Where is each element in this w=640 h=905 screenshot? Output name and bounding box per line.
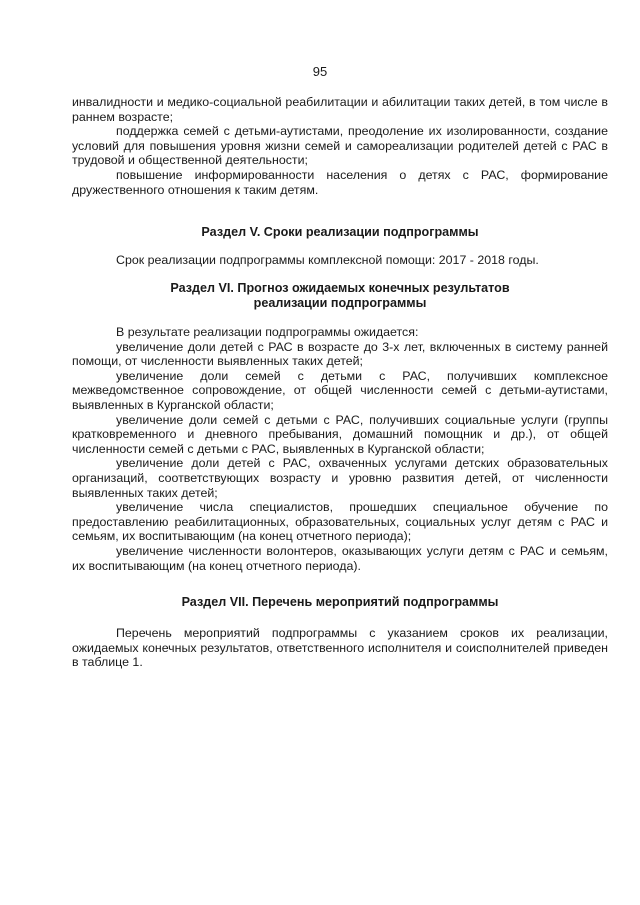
section-5-title: Раздел V. Сроки реализации подпрограммы (201, 225, 479, 239)
result-item: увеличение числа специалистов, прошедших специальное обучение по предоставлению реабилитационных, образовательных, социальных услуг детям с РАС и семьям, их воспитывающим (на конец отчетного периода); (72, 500, 608, 544)
section-5-text: Срок реализации подпрограммы комплексной помощи: 2017 - 2018 годы. (116, 253, 539, 267)
section-7-body (72, 626, 608, 670)
result-item: увеличение численности волонтеров, оказывающих услуги детям с РАС и семьям, их воспитывающим (на конец отчетного периода). (72, 543, 608, 573)
intro-paragraph-1: инвалидности и медико-социальной реабилитации и абилитации таких детей, в том числе в раннем возрасте; (72, 95, 608, 124)
intro-paragraph-2: поддержка семей с детьми-аутистами, преодоление их изолированности, создание условий для повышения уровня жизни семей и самореализации родителей детей с РАС в трудовой и общественной деятельности; (72, 124, 608, 168)
result-item: увеличение доли детей с РАС, охваченных услугами детских образовательных организаций, соответствующих возрасту и уровню развития детей, от численности выявленных таких детей; (72, 456, 608, 500)
section-6-title-line-2: реализации подпрограммы (253, 296, 427, 310)
intro-paragraph-3: повышение информированности населения о детях с РАС, формирование дружественного отношения к таким детям. (72, 167, 608, 197)
intro-block (72, 95, 608, 197)
result-item: увеличение доли семей с детьми с РАС, получивших комплексное межведомственное сопровождение, от общей численности семей с детьми-аутистами, выявленных в Курганской области; (72, 368, 608, 412)
section-6-title-line-1: Раздел VI. Прогноз ожидаемых конечных результатов (170, 281, 510, 295)
result-item: увеличение доли детей с РАС в возрасте до 3-х лет, включенных в систему ранней помощи, от численности выявленных таких детей; (72, 339, 608, 369)
section-7-title: Раздел VII. Перечень мероприятий подпрограммы (181, 595, 499, 609)
section-6-body (72, 325, 608, 573)
page-number: 95 (312, 64, 328, 79)
section-7-text: Перечень мероприятий подпрограммы с указанием сроков их реализации, ожидаемых конечных результатов, ответственного исполнителя и соисполнителей приведен в таблице 1. (72, 626, 608, 670)
section-6-lead: В результате реализации подпрограммы ожидается: (116, 325, 419, 339)
result-item: увеличение доли семей с детьми с РАС, получивших социальные услуги (группы кратковременного и дневного пребывания, домашний помощник и др.), от общей численности семей с детьми с РАС, выявленных в Курганской области; (72, 412, 608, 456)
